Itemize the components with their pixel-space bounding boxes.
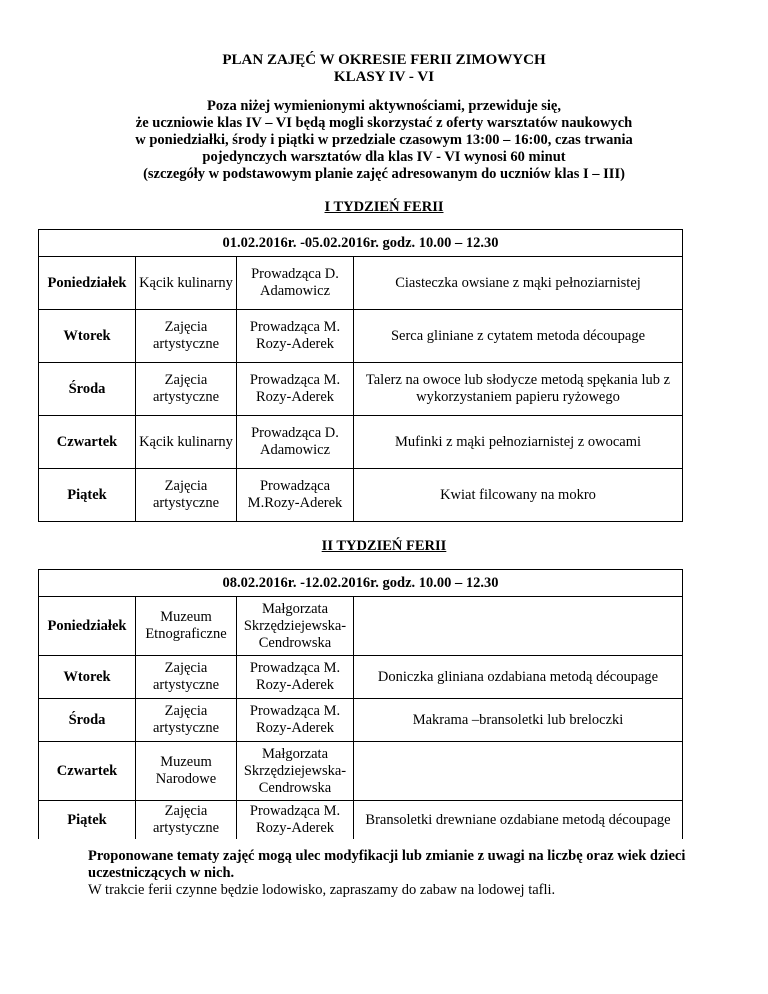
day-cell: Piątek bbox=[39, 801, 136, 840]
leader-cell: Prowadząca M. Rozy-Aderek bbox=[237, 656, 354, 699]
table-row bbox=[39, 257, 683, 310]
table-row bbox=[39, 310, 683, 363]
page-subtitle: KLASY IV - VI bbox=[333, 69, 435, 85]
page-title: PLAN ZAJĘĆ W OKRESIE FERII ZIMOWYCH bbox=[222, 52, 546, 68]
activity-cell: Zajęcia artystyczne bbox=[136, 363, 237, 416]
leader-cell: Małgorzata Skrzędziejewska-Cendrowska bbox=[237, 597, 354, 656]
activity-cell: Muzeum Narodowe bbox=[136, 742, 237, 801]
topic-cell: Kwiat filcowany na mokro bbox=[354, 469, 683, 522]
table-row bbox=[39, 742, 683, 801]
table-row bbox=[39, 801, 683, 840]
intro-line: (szczegóły w podstawowym planie zajęć adresowanym do uczniów klas I – III) bbox=[143, 166, 625, 182]
intro-line: Poza niżej wymienionymi aktywnościami, przewiduje się, bbox=[206, 98, 561, 114]
topic-cell bbox=[354, 742, 683, 801]
topic-cell: Mufinki z mąki pełnoziarnistej z owocami bbox=[354, 416, 683, 469]
day-cell: Środa bbox=[39, 363, 136, 416]
topic-cell bbox=[354, 597, 683, 656]
table-row bbox=[39, 416, 683, 469]
topic-cell: Doniczka gliniana ozdabiana metodą découpage bbox=[354, 656, 683, 699]
topic-cell: Bransoletki drewniane ozdabiane metodą découpage bbox=[354, 801, 683, 840]
leader-cell: Prowadząca M. Rozy-Aderek bbox=[237, 699, 354, 742]
activity-cell: Kącik kulinarny bbox=[136, 416, 237, 469]
day-cell: Poniedziałek bbox=[39, 257, 136, 310]
week1-date-header: 01.02.2016r. -05.02.2016r. godz. 10.00 – 12.30 bbox=[39, 230, 683, 257]
day-cell: Czwartek bbox=[39, 416, 136, 469]
leader-cell: Prowadząca M. Rozy-Aderek bbox=[237, 363, 354, 416]
week2-heading: II TYDZIEŃ FERII bbox=[321, 538, 447, 554]
intro-line: w poniedziałki, środy i piątki w przedziale czasowym 13:00 – 16:00, czas trwania bbox=[135, 132, 633, 148]
footer-notes bbox=[88, 848, 708, 899]
table-row bbox=[39, 656, 683, 699]
leader-cell: Prowadząca M. Rozy-Aderek bbox=[237, 801, 354, 840]
footer-note: W trakcie ferii czynne będzie lodowisko, zapraszamy do zabaw na lodowej tafli. bbox=[88, 882, 556, 898]
activity-cell: Kącik kulinarny bbox=[136, 257, 237, 310]
footer-note-bold: Proponowane tematy zajęć mogą ulec modyfikacji lub zmianie z uwagi na liczbę oraz wiek dzieci uczestniczących w nich. bbox=[88, 848, 686, 881]
topic-cell: Serca gliniane z cytatem metoda découpage bbox=[354, 310, 683, 363]
activity-cell: Muzeum Etnograficzne bbox=[136, 597, 237, 656]
topic-cell: Makrama –bransoletki lub breloczki bbox=[354, 699, 683, 742]
table-row bbox=[39, 699, 683, 742]
leader-cell: Prowadząca D. Adamowicz bbox=[237, 416, 354, 469]
day-cell: Czwartek bbox=[39, 742, 136, 801]
leader-cell: Prowadząca D. Adamowicz bbox=[237, 257, 354, 310]
week2-date-header: 08.02.2016r. -12.02.2016r. godz. 10.00 – 12.30 bbox=[39, 570, 683, 597]
activity-cell: Zajęcia artystyczne bbox=[136, 801, 237, 840]
day-cell: Piątek bbox=[39, 469, 136, 522]
leader-cell: Prowadząca M.Rozy-Aderek bbox=[237, 469, 354, 522]
day-cell: Wtorek bbox=[39, 656, 136, 699]
activity-cell: Zajęcia artystyczne bbox=[136, 656, 237, 699]
week1-heading: I TYDZIEŃ FERII bbox=[324, 199, 444, 215]
table-row bbox=[39, 469, 683, 522]
leader-cell: Małgorzata Skrzędziejewska-Cendrowska bbox=[237, 742, 354, 801]
intro-paragraph bbox=[60, 98, 708, 183]
day-cell: Wtorek bbox=[39, 310, 136, 363]
activity-cell: Zajęcia artystyczne bbox=[136, 469, 237, 522]
intro-line: pojedynczych warsztatów dla klas IV - VI wynosi 60 minut bbox=[202, 149, 566, 165]
table-row bbox=[39, 363, 683, 416]
week2-table bbox=[38, 569, 683, 839]
day-cell: Środa bbox=[39, 699, 136, 742]
leader-cell: Prowadząca M. Rozy-Aderek bbox=[237, 310, 354, 363]
activity-cell: Zajęcia artystyczne bbox=[136, 310, 237, 363]
activity-cell: Zajęcia artystyczne bbox=[136, 699, 237, 742]
topic-cell: Ciasteczka owsiane z mąki pełnoziarnistej bbox=[354, 257, 683, 310]
intro-line: że uczniowie klas IV – VI będą mogli skorzystać z oferty warsztatów naukowych bbox=[135, 115, 633, 131]
day-cell: Poniedziałek bbox=[39, 597, 136, 656]
table-row bbox=[39, 597, 683, 656]
topic-cell: Talerz na owoce lub słodycze metodą spękania lub z wykorzystaniem papieru ryżowego bbox=[354, 363, 683, 416]
week1-table bbox=[38, 229, 683, 522]
